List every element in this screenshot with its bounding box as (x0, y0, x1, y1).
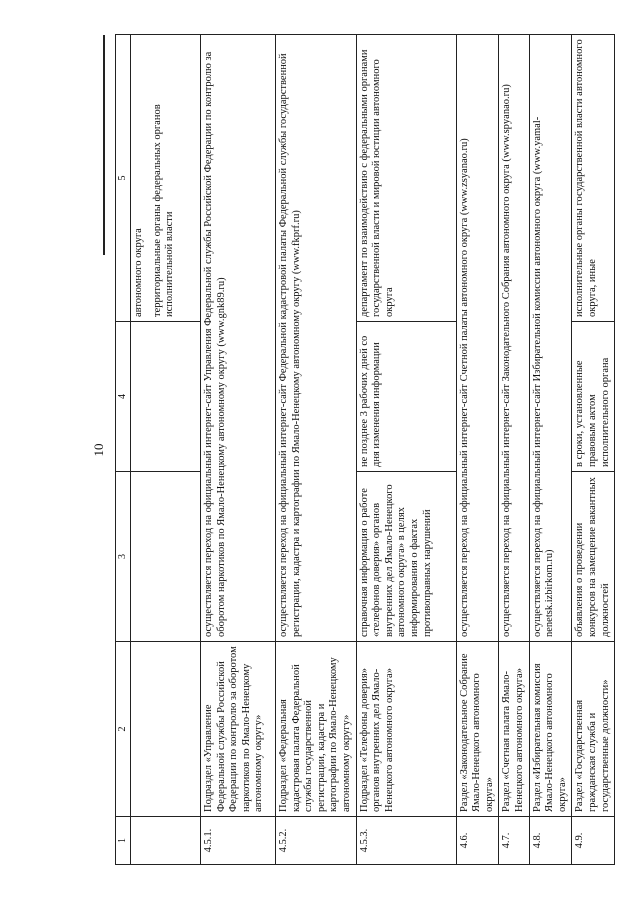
row-merged-description: осуществляется переход на официальный интернет-сайт Федеральной кадастровой палаты Федеральной службы государственной регистрации, кадастра и картографии по Ямало-Ненецкому автономному округу (www.fkprf.ru) (276, 35, 357, 642)
continuation-cell (131, 35, 201, 322)
row-responsible: департамент по взаимодействию с федеральными органами государственной власти и мировой юстиции автономного округа (356, 35, 456, 322)
empty-cell (131, 472, 201, 642)
row-merged-description: осуществляется переход на официальный интернет-сайт Счетной палаты автономного округа (www.zsyanao.ru) (456, 35, 499, 642)
table-row (131, 35, 201, 865)
row-number: 4.8. (529, 817, 572, 865)
row-title: Раздел «Счетная палата Ямало-Ненецкого автономного округа» (499, 642, 529, 817)
table-row (201, 35, 276, 865)
column-header-3: 3 (116, 472, 131, 642)
empty-cell (131, 642, 201, 817)
table-header-row (116, 35, 131, 865)
table-row (499, 35, 529, 865)
column-header-1: 1 (116, 817, 131, 865)
table-row (529, 35, 572, 865)
row-number: 4.5.2. (276, 817, 357, 865)
document-table (115, 34, 615, 865)
row-responsible: исполнительные органы государственной власти автономного округа, иные (572, 35, 615, 322)
table-row (356, 35, 456, 865)
row-title: Подраздел «Управление Федеральной службы Российской Федерации по контролю за оборотом наркотиков по Ямало-Ненецкому автономному округу» (201, 642, 276, 817)
table-row (276, 35, 357, 865)
row-title: Раздел «Избирательная комиссия Ямало-Ненецкого автономного округа» (529, 642, 572, 817)
row-number: 4.6. (456, 817, 499, 865)
row-number: 4.9. (572, 817, 615, 865)
row-number: 4.5.1. (201, 817, 276, 865)
column-header-2: 2 (116, 642, 131, 817)
empty-cell (131, 817, 201, 865)
table-row (572, 35, 615, 865)
top-rule (103, 35, 105, 255)
continuation-text-b: территориальные органы федеральных органов исполнительной власти (151, 104, 176, 317)
page-number: 10 (91, 443, 106, 457)
row-title: Подраздел «Федеральная кадастровая палата Федеральной службы государственной регистрации, кадастра и картографии по Ямало-Ненецкому автономному округу» (276, 642, 357, 817)
row-info: справочная информация о работе «телефонов доверия» органов внутренних дел Ямало-Ненецкого автономного округа» в целях информирования о фактах противоправных нарушений (356, 472, 456, 642)
row-merged-description: осуществляется переход на официальный интернет-сайт Избирательной комиссии автономного округа (www.yamal-nenetsk.izbirkom.ru) (529, 35, 572, 642)
row-title: Подраздел «Телефоны доверия» органов внутренних дел Ямало-Ненецкого автономного округа» (356, 642, 456, 817)
row-title: Раздел «Законодательное Собрание Ямало-Ненецкого автономного округа» (456, 642, 499, 817)
empty-cell (131, 322, 201, 472)
table-row (456, 35, 499, 865)
continuation-text: автономного округа (133, 228, 144, 317)
row-title: Раздел «Государственная гражданская служба и государственные должности» (572, 642, 615, 817)
row-number: 4.5.3. (356, 817, 456, 865)
rotated-sheet (85, 35, 611, 865)
column-header-4: 4 (116, 322, 131, 472)
row-merged-description: осуществляется переход на официальный интернет-сайт Управления Федеральной службы Российской Федерации по контролю за оборотом наркотиков по Ямало-Ненецкому автономному округу (www.gnk89.ru) (201, 35, 276, 642)
row-deadline: не позднее 3 рабочих дней со дня изменения информации (356, 322, 456, 472)
row-merged-description: осуществляется переход на официальный интернет-сайт Законодательного Собрания автономного округа (www.spyanao.ru) (499, 35, 529, 642)
row-info: объявления о проведении конкурсов на замещение вакантных должностей (572, 472, 615, 642)
row-deadline: в сроки, установленные правовым актом исполнительного органа (572, 322, 615, 472)
column-header-5: 5 (116, 35, 131, 322)
row-number: 4.7. (499, 817, 529, 865)
